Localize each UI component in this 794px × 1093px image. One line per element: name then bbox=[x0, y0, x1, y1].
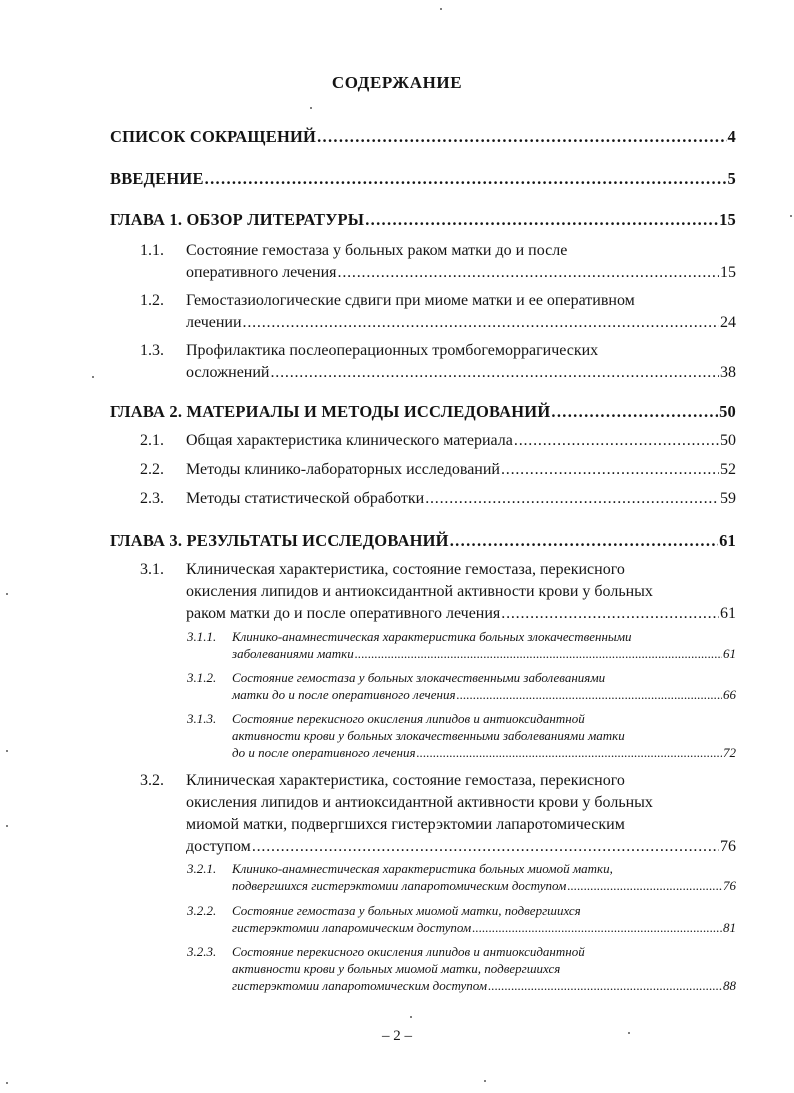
scan-speck bbox=[310, 107, 312, 109]
entry-page: 15 bbox=[720, 264, 736, 281]
section-number: 2.1. bbox=[140, 432, 164, 449]
toc-entry-2-2[interactable] bbox=[186, 459, 736, 481]
entry-title-line: подвергшихся гистерэктомии лапаротомическим доступом bbox=[232, 878, 567, 893]
toc-entry-2-3[interactable] bbox=[186, 488, 736, 510]
subsection-number: 3.1.2. bbox=[187, 670, 217, 685]
toc-entry-3-2-1[interactable] bbox=[232, 860, 736, 894]
section-number: 1.1. bbox=[140, 242, 164, 259]
subsection-number: 3.1.3. bbox=[187, 711, 217, 726]
toc-entry-3-2-2[interactable] bbox=[232, 902, 736, 936]
subsection-number: 3.2.2. bbox=[187, 903, 217, 918]
toc-entry-1-1[interactable] bbox=[186, 240, 736, 284]
scan-speck bbox=[92, 376, 94, 378]
toc-entry-3-1[interactable] bbox=[186, 559, 736, 625]
subsection-number: 3.2.3. bbox=[187, 944, 217, 959]
entry-title-line: активности крови у больных злокачественными заболеваниями матки bbox=[232, 728, 625, 743]
toc-entry-3-2-3[interactable] bbox=[232, 943, 736, 994]
section-number: 2.3. bbox=[140, 490, 164, 507]
section-number: 1.3. bbox=[140, 342, 164, 359]
toc-entry-3-1-2[interactable] bbox=[232, 669, 736, 703]
toc-entry-3-1-3[interactable] bbox=[232, 710, 736, 761]
entry-page: 61 bbox=[719, 531, 736, 550]
toc-entry-chapter-3[interactable] bbox=[110, 531, 736, 551]
scan-speck bbox=[6, 750, 8, 752]
scan-speck bbox=[6, 1082, 8, 1084]
entry-title-line: Состояние перекисного окисления липидов и антиоксидантной bbox=[232, 711, 585, 726]
entry-title-line: Клиническая характеристика, состояние гемостаза, перекисного bbox=[186, 561, 625, 578]
entry-title-line: лечении bbox=[186, 314, 242, 331]
entry-title-line: Состояние гемостаза у больных раком матки до и после bbox=[186, 242, 568, 259]
entry-title-line: гистерэктомии лапаромическим доступом bbox=[232, 920, 472, 935]
toc-entry-3-2[interactable] bbox=[186, 770, 736, 858]
entry-page: 72 bbox=[723, 745, 736, 760]
scan-speck bbox=[410, 1016, 412, 1018]
entry-title-line: заболеваниями матки bbox=[232, 646, 354, 661]
entry-page: 66 bbox=[723, 687, 736, 702]
entry-page: 76 bbox=[723, 878, 736, 893]
entry-title-line: Состояние гемостаза у больных злокачественными заболеваниями bbox=[232, 670, 606, 685]
entry-title-line: осложнений bbox=[186, 364, 270, 381]
entry-page: 50 bbox=[719, 402, 736, 421]
toc-entry-chapter-2[interactable] bbox=[110, 402, 736, 422]
entry-title: ГЛАВА 1. ОБЗОР ЛИТЕРАТУРЫ bbox=[110, 210, 365, 229]
entry-page: 5 bbox=[727, 169, 736, 188]
entry-page: 38 bbox=[720, 364, 736, 381]
entry-page: 76 bbox=[720, 838, 736, 855]
entry-title-line: Состояние перекисного окисления липидов и антиоксидантной bbox=[232, 944, 585, 959]
entry-page: 61 bbox=[723, 646, 736, 661]
entry-title-line: матки до и после оперативного лечения bbox=[232, 687, 456, 702]
entry-title: СПИСОК СОКРАЩЕНИЙ bbox=[110, 127, 317, 146]
entry-title-line: до и после оперативного лечения bbox=[232, 745, 416, 760]
scan-speck bbox=[484, 1080, 486, 1082]
entry-page: 50 bbox=[720, 432, 736, 449]
entry-title: ГЛАВА 2. МАТЕРИАЛЫ И МЕТОДЫ ИССЛЕДОВАНИЙ bbox=[110, 402, 551, 421]
toc-entry-2-1[interactable] bbox=[186, 430, 736, 452]
section-number: 1.2. bbox=[140, 292, 164, 309]
entry-title-line: доступом bbox=[186, 838, 251, 855]
entry-page: 15 bbox=[719, 210, 736, 229]
scan-speck bbox=[440, 8, 442, 10]
scan-speck bbox=[790, 215, 792, 217]
entry-title-line: окисления липидов и антиоксидантной активности крови у больных bbox=[186, 583, 653, 600]
toc-entry-abbreviations[interactable] bbox=[110, 127, 736, 147]
entry-title-line: Клинико-анамнестическая характеристика больных злокачественными bbox=[232, 629, 632, 644]
scan-speck bbox=[628, 1032, 630, 1034]
entry-page: 88 bbox=[723, 978, 736, 993]
toc-title: СОДЕРЖАНИЕ bbox=[331, 73, 463, 92]
entry-page: 4 bbox=[727, 127, 736, 146]
entry-title-line: Общая характеристика клинического материала bbox=[186, 432, 513, 449]
entry-title-line: оперативного лечения bbox=[186, 264, 337, 281]
entry-title-line: Методы клинико-лабораторных исследований bbox=[186, 461, 500, 478]
entry-page: 52 bbox=[720, 461, 736, 478]
entry-title-line: Клинико-анамнестическая характеристика больных миомой матки, bbox=[232, 861, 613, 876]
entry-page: 24 bbox=[720, 314, 736, 331]
scan-speck bbox=[6, 593, 8, 595]
entry-title-line: гистерэктомии лапаротомическим доступом bbox=[232, 978, 488, 993]
section-number: 3.1. bbox=[140, 561, 164, 578]
toc-entry-introduction[interactable] bbox=[110, 169, 736, 189]
toc-entry-1-3[interactable] bbox=[186, 340, 736, 384]
subsection-number: 3.1.1. bbox=[187, 629, 217, 644]
entry-page: 59 bbox=[720, 490, 736, 507]
scan-speck bbox=[6, 825, 8, 827]
section-number: 2.2. bbox=[140, 461, 164, 478]
entry-title-line: Методы статистической обработки bbox=[186, 490, 425, 507]
entry-title: ВВЕДЕНИЕ bbox=[110, 169, 204, 188]
toc-entry-1-2[interactable] bbox=[186, 290, 736, 334]
entry-title-line: Гемостазиологические сдвиги при миоме матки и ее оперативном bbox=[186, 292, 635, 309]
section-number: 3.2. bbox=[140, 772, 164, 789]
page-number: – 2 – bbox=[382, 1028, 412, 1044]
entry-title-line: миомой матки, подвергшихся гистерэктомии лапаротомическим bbox=[186, 816, 625, 833]
entry-page: 81 bbox=[723, 920, 736, 935]
toc-entry-3-1-1[interactable] bbox=[232, 628, 736, 662]
entry-title-line: раком матки до и после оперативного лечения bbox=[186, 605, 501, 622]
entry-title: ГЛАВА 3. РЕЗУЛЬТАТЫ ИССЛЕДОВАНИЙ bbox=[110, 531, 449, 550]
subsection-number: 3.2.1. bbox=[187, 861, 217, 876]
entry-title-line: активности крови у больных миомой матки, подвергшихся bbox=[232, 961, 561, 976]
entry-title-line: Клиническая характеристика, состояние гемостаза, перекисного bbox=[186, 772, 625, 789]
entry-page: 61 bbox=[720, 605, 736, 622]
entry-title-line: окисления липидов и антиоксидантной активности крови у больных bbox=[186, 794, 653, 811]
entry-title-line: Профилактика послеоперационных тромбогеморрагических bbox=[186, 342, 599, 359]
toc-entry-chapter-1[interactable] bbox=[110, 210, 736, 230]
entry-title-line: Состояние гемостаза у больных миомой матки, подвергшихся bbox=[232, 903, 581, 918]
